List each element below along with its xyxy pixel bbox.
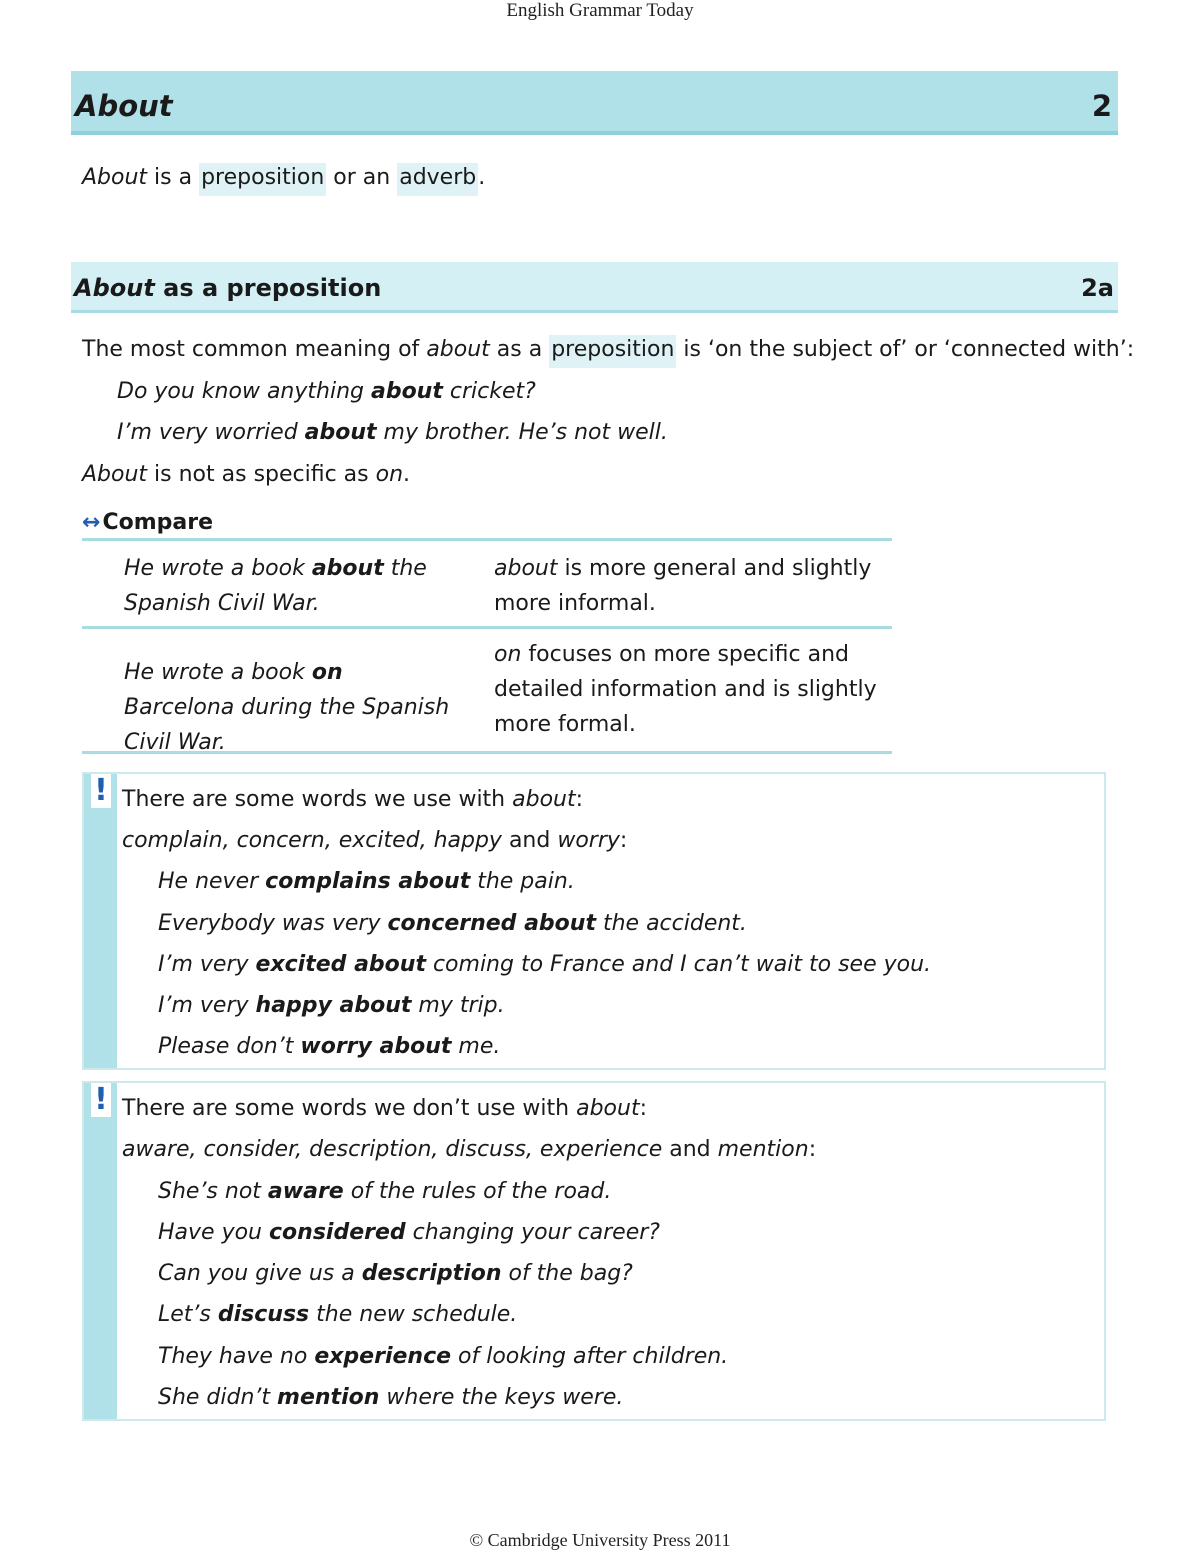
section-bar [71,262,1118,313]
n1e4-c: my trip. [411,993,505,1018]
note2-list-c: mention [717,1137,809,1162]
note-intro [122,787,583,812]
note2-list-b: and [662,1137,718,1162]
n2e5-a: They have no [158,1344,315,1369]
intro-text-3: . [478,165,486,190]
n1e3-a: I’m very [158,952,256,977]
section-rest: as a preposition [154,274,382,302]
ex2-b: about [304,420,377,445]
example-sentence [158,993,505,1018]
ex1-a: Do you know anything [117,379,371,404]
n1e3-b: excited about [255,952,426,977]
p2-text-1: is not as specific as [147,462,376,487]
p1-text-2: as a [489,337,550,362]
usage-note [82,772,1106,1070]
note2-intro-end: : [639,1096,647,1121]
row1-left-a: He wrote a book [124,556,312,581]
n2e4-b: discuss [217,1302,310,1327]
entry-title-bar [71,71,1118,135]
example-sentence [158,1385,623,1410]
n2e5-b: experience [314,1344,452,1369]
note-word-list [122,1137,816,1162]
compare-example [124,551,454,621]
compare-label: Compare [102,510,213,535]
row2-left-a: He wrote a book [124,660,312,685]
row2-left-c: Barcelona during the Spanish Civil War. [124,695,450,755]
p2-term-2: on [375,462,404,487]
intro-text-2: or an [326,165,398,190]
note1-intro-term: about [512,787,576,812]
example-sentence [158,952,931,977]
double-arrow-icon: ↔ [82,510,101,535]
section-title [74,274,381,302]
note-intro [122,1096,647,1121]
body-paragraph-2 [82,462,410,487]
row2-right-text: focuses on more specific and detailed information and is slightly more formal. [494,642,877,737]
ex1-b: about [370,379,443,404]
n1e4-a: I’m very [158,993,256,1018]
note1-list-a: complain, concern, excited, happy [122,828,502,853]
ex2-a: I’m very worried [117,420,305,445]
n1e2-c: the accident. [595,911,747,936]
compare-example [124,655,454,760]
n1e5-c: me. [451,1034,501,1059]
entry-number: 2 [1091,89,1112,123]
example-sentence [158,1034,500,1059]
row1-left-c: the Spanish Civil War. [124,556,427,616]
n2e2-b: considered [269,1220,406,1245]
n1e4-b: happy about [255,993,412,1018]
row1-right-term: about [494,556,558,581]
n1e1-c: the pain. [470,869,575,894]
n1e1-b: complains about [265,869,471,894]
example-sentence [158,869,575,894]
section-number: 2a [1081,274,1114,302]
p2-term-1: About [82,462,148,487]
note2-intro-text: There are some words we don’t use with [122,1096,577,1121]
n1e2-b: concerned about [387,911,596,936]
n2e6-a: She didn’t [158,1385,278,1410]
ex1-c: cricket? [442,379,536,404]
row1-right-text: is more general and slightly more informal. [494,556,872,616]
n2e2-c: changing your career? [405,1220,660,1245]
entry-title: About [75,89,173,123]
copyright-footer: © Cambridge University Press 2011 [469,1530,731,1550]
note2-list-a: aware, consider, description, discuss, experience [122,1137,663,1162]
example-sentence [158,1261,633,1286]
n1e3-c: coming to France and I can’t wait to see you. [425,952,932,977]
note1-list-d: : [619,828,628,853]
example-sentence [158,1179,611,1204]
compare-heading [82,510,213,535]
p1-text-3: is ‘on the subject of’ or ‘connected with’: [676,337,1135,362]
n1e5-b: worry about [300,1034,452,1059]
row2-right-term: on [494,642,522,667]
n1e2-a: Everybody was very [158,911,388,936]
n2e1-b: aware [267,1179,344,1204]
example-sentence [158,911,747,936]
n2e4-a: Let’s [158,1302,218,1327]
preposition-link-2[interactable]: preposition [549,335,676,368]
compare-row [82,538,892,629]
example-sentence [158,1220,660,1245]
running-header: English Grammar Today [506,0,694,21]
example-sentence [117,420,668,445]
row1-left-b: about [311,556,384,581]
n2e1-a: She’s not [158,1179,268,1204]
body-paragraph-1 [82,337,1134,362]
note1-intro-end: : [575,787,584,812]
intro-text-1: is a [147,165,200,190]
n2e2-a: Have you [158,1220,269,1245]
compare-explanation [494,637,889,742]
note2-intro-term: about [576,1096,640,1121]
n2e4-c: the new schedule. [309,1302,518,1327]
intro-text [82,165,485,190]
n2e3-b: description [361,1261,502,1286]
note1-list-b: and [501,828,558,853]
compare-explanation [494,551,889,621]
compare-row [82,626,892,754]
note-word-list [122,828,627,853]
example-sentence [117,379,536,404]
note1-list-c: worry [557,828,620,853]
preposition-link[interactable]: preposition [199,163,326,196]
n2e1-c: of the rules of the road. [343,1179,612,1204]
note-stripe [84,774,117,1068]
exclamation-icon: ! [91,1083,111,1117]
n2e5-c: of looking after children. [451,1344,729,1369]
n2e6-c: where the keys were. [379,1385,624,1410]
row2-left-b: on [311,660,343,685]
ex2-c: my brother. He’s not well. [376,420,668,445]
n2e6-b: mention [277,1385,380,1410]
n1e5-a: Please don’t [158,1034,301,1059]
adverb-link[interactable]: adverb [397,163,478,196]
p2-text-2: . [403,462,411,487]
exclamation-icon: ! [91,774,111,808]
note2-list-d: : [808,1137,817,1162]
usage-note [82,1081,1106,1421]
intro-term: About [82,165,148,190]
example-sentence [158,1344,728,1369]
n1e1-a: He never [158,869,266,894]
p1-term: about [426,337,490,362]
p1-text-1: The most common meaning of [82,337,427,362]
note1-intro-text: There are some words we use with [122,787,513,812]
section-term: About [74,274,155,302]
note-stripe [84,1083,117,1419]
n2e3-c: of the bag? [501,1261,633,1286]
n2e3-a: Can you give us a [158,1261,362,1286]
example-sentence [158,1302,517,1327]
